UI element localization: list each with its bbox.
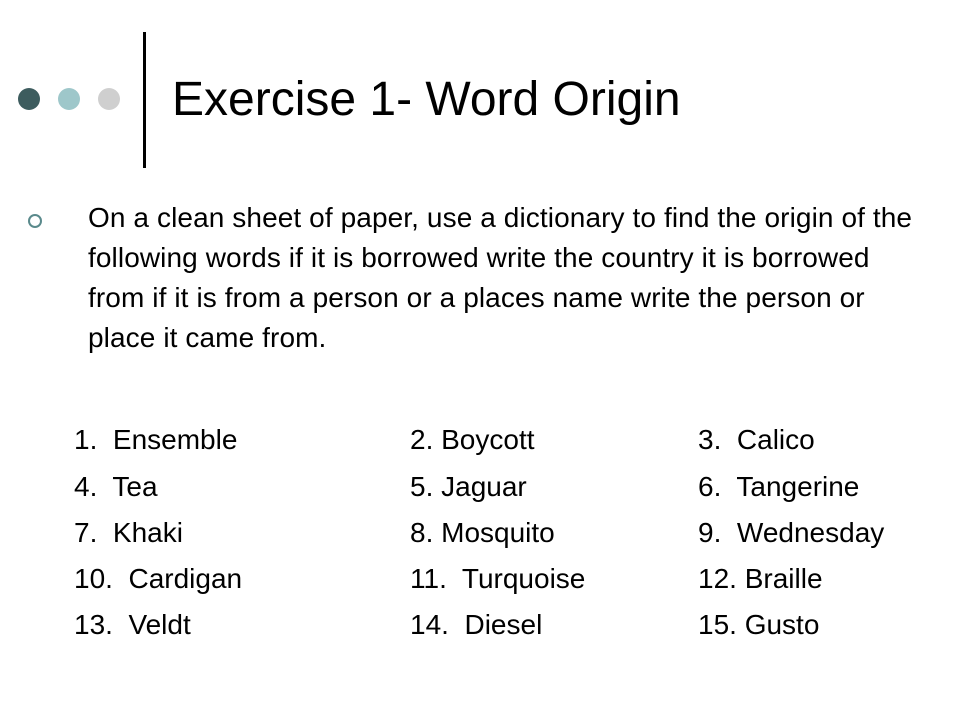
- title-divider: [143, 32, 146, 168]
- word-item: 13. Veldt: [74, 609, 191, 640]
- word-item: 2. Boycott: [410, 424, 535, 455]
- word-item: 11. Turquoise: [410, 563, 586, 594]
- word-item: 3. Calico: [698, 424, 815, 455]
- word-item: 12. Braille: [698, 563, 823, 594]
- decorative-dot-teal: [58, 88, 80, 110]
- word-item: 7. Khaki: [74, 517, 183, 548]
- word-item: 1. Ensemble: [74, 424, 238, 455]
- word-item: 6. Tangerine: [698, 471, 860, 502]
- decorative-dot-dark: [18, 88, 40, 110]
- slide-title: Exercise 1- Word Origin: [172, 73, 681, 126]
- word-item: 14. Diesel: [410, 609, 543, 640]
- word-item: 9. Wednesday: [698, 517, 885, 548]
- word-item: 5. Jaguar: [410, 471, 527, 502]
- word-item: 15. Gusto: [698, 609, 820, 640]
- decorative-dot-gray: [98, 88, 120, 110]
- bullet-circle-icon: [28, 214, 42, 228]
- word-item: 8. Mosquito: [410, 517, 555, 548]
- instruction-text: On a clean sheet of paper, use a dictionary to find the origin of the following words if it is borrowed write the country it is borrowed from if it is from a person or a places name write the person or place it came from.: [88, 202, 913, 353]
- word-item: 10. Cardigan: [74, 563, 243, 594]
- word-item: 4. Tea: [74, 471, 158, 502]
